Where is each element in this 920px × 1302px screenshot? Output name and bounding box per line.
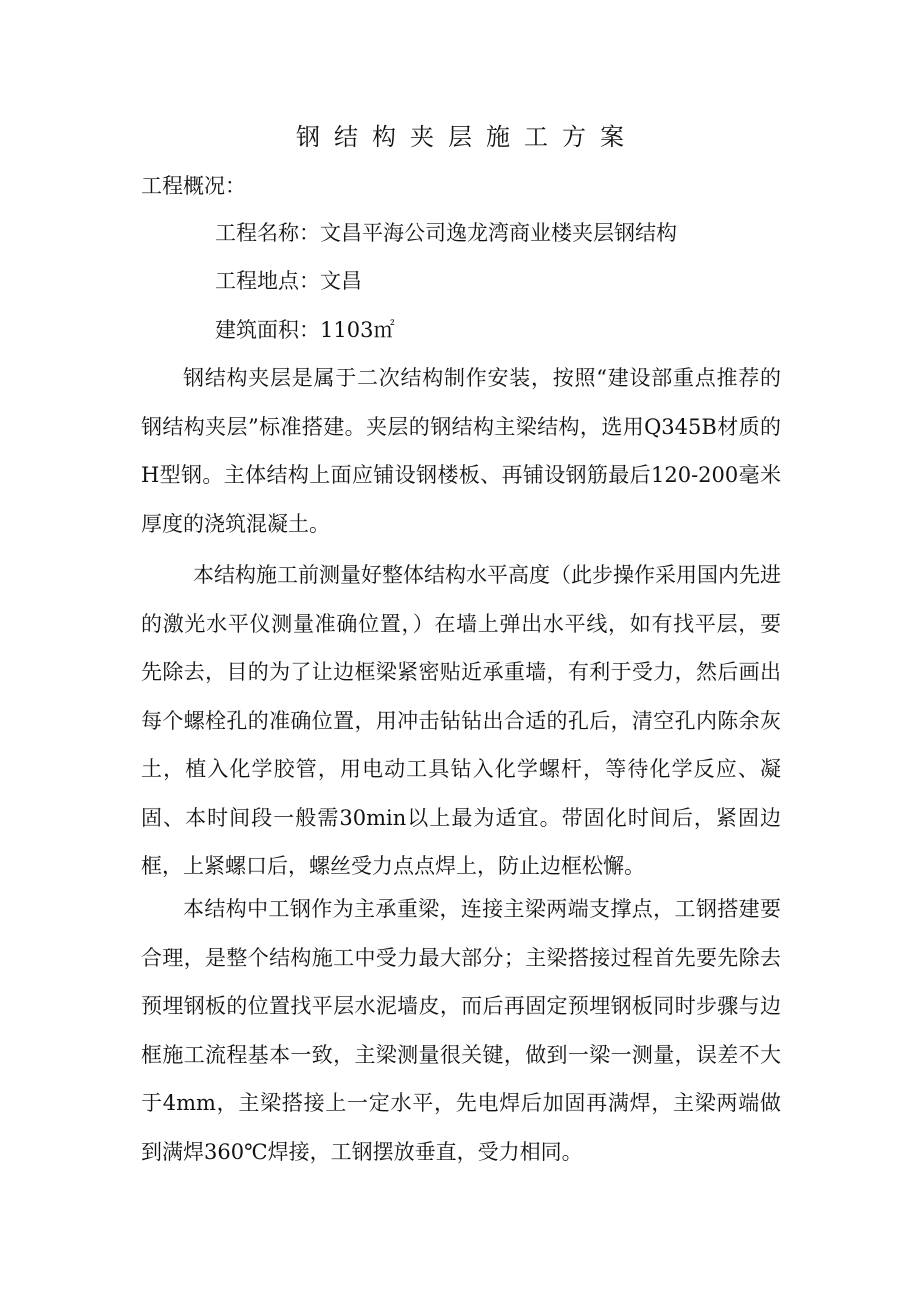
document-title: 钢结构夹层施工方案	[296, 123, 638, 151]
paragraph-edge-frame-procedure: 本结构施工前测量好整体结构水平高度（此步操作采用国内先进的激光水平仪测量准确位置，）在墙上弹出水平线，如有找平层，要先除去，目的为了让边框梁紧密贴近承重墙，有利于受力，然后画出每个螺栓孔的准确位置，用冲击钻钻出合适的孔后，清空孔内陈余灰土，植入化学胶管，用电动工具钻入化学螺杆，等待化学反应、凝固、本时间段一般需30min以上最为适宜。带固化时间后，紧固边框，上紧螺口后，螺丝受力点点焊上，防止边框松懈。	[141, 563, 781, 878]
building-area-line: 建筑面积：1103㎡	[215, 318, 395, 342]
project-location-line: 工程地点：文昌	[215, 269, 362, 293]
paragraph-structure-intro: 钢结构夹层是属于二次结构制作安装，按照“建设部重点推荐的钢结构夹层”标准搭建。夹层的钢结构主梁结构，选用Q345B材质的H型钢。主体结构上面应铺设钢楼板、再铺设钢筋最后120-200毫米厚度的浇筑混凝土。	[141, 366, 781, 536]
paragraph-main-beam-procedure: 本结构中工钢作为主承重梁，连接主梁两端支撑点，工钢搭建要合理，是整个结构施工中受力最大部分；主梁搭接过程首先要先除去预埋钢板的位置找平层水泥墙皮，而后再固定预埋钢板同时步骤与边框施工流程基本一致，主梁测量很关键，做到一梁一测量，误差不大于4mm，主梁搭接上一定水平，先电焊后加固再满焊，主梁两端做到满焊360℃焊接，工钢摆放垂直，受力相同。	[141, 897, 781, 1164]
overview-heading: 工程概况：	[141, 174, 246, 198]
project-name-line: 工程名称：文昌平海公司逸龙湾商业楼夹层钢结构	[215, 221, 677, 245]
